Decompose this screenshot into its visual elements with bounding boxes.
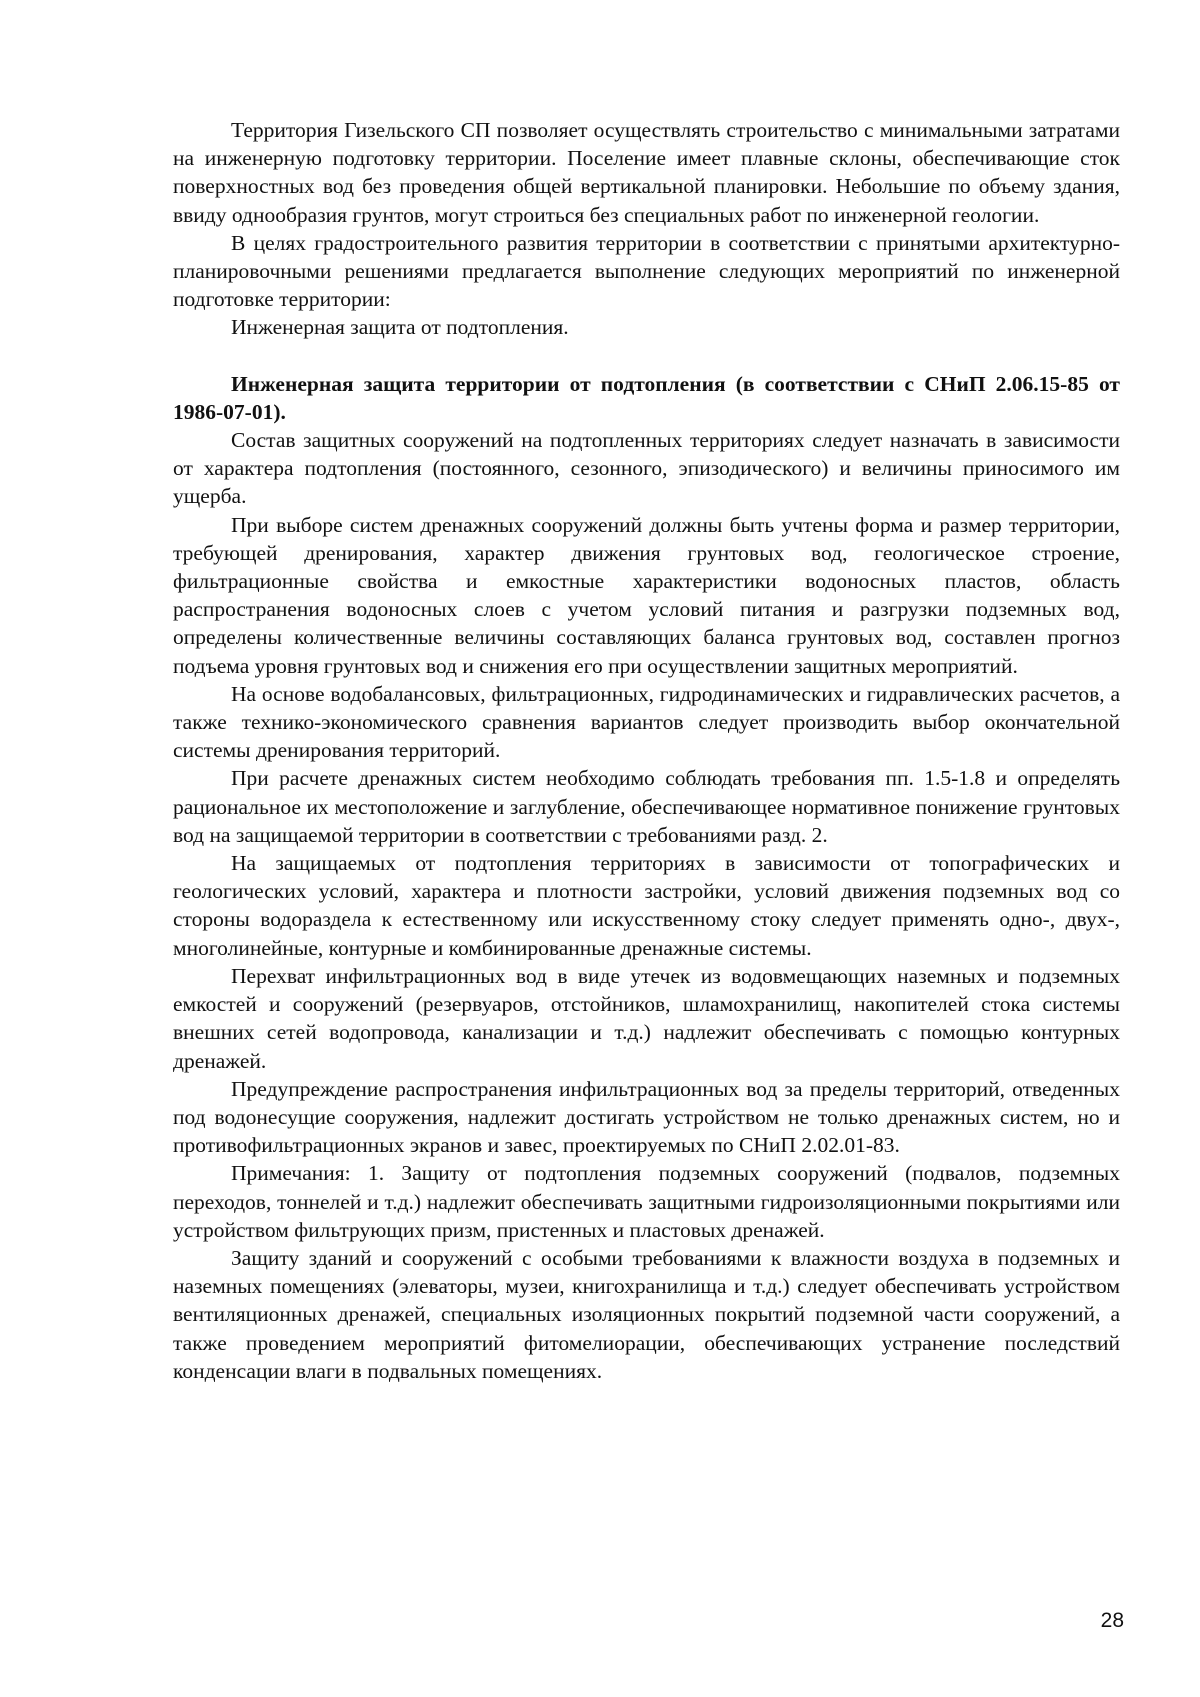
paragraph-drainage-selection: При выборе систем дренажных сооружений должны быть учтены форма и размер территории, требующей дренирования, характер движения грунтовых вод, геологическое строение, фильтрационные свойства и емкостные характеристики водоносных пластов, область распространения водоносных слоев с учетом условий питания и разгрузки подземных вод, определены количественные величины составляющих баланса грунтовых вод, составлен прогноз подъема уровня грунтовых вод и снижения его при осуществлении защитных мероприятий. bbox=[173, 512, 1120, 678]
paragraph-development-goals: В целях градостроительного развития территории в соответствии с принятыми архитектурно-планировочными решениями предлагается выполнение следующих мероприятий по инженерной подготовке территории: bbox=[173, 230, 1120, 312]
document-body bbox=[173, 116, 1120, 1385]
paragraph-drainage-systems: На защищаемых от подтопления территориях в зависимости от топографических и геологических условий, характера и плотности застройки, условий движения подземных вод со стороны водораздела к естественному или искусственному стоку следует применять одно-, двух-, многолинейные, контурные и комбинированные дренажные системы. bbox=[173, 851, 1120, 960]
paragraph-territory-overview: Территория Гизельского СП позволяет осуществлять строительство с минимальными затратами на инженерную подготовку территории. Поселение имеет плавные склоны, обеспечивающие сток поверхностных вод без проведения общей вертикальной планировки. Небольшие по объему здания, ввиду однообразия грунтов, могут строиться без специальных работ по инженерной геологии. bbox=[173, 118, 1120, 227]
paragraph-protective-structures: Состав защитных сооружений на подтопленных территориях следует назначать в зависимости от характера подтопления (постоянного, сезонного, эпизодического) и величины приносимого им ущерба. bbox=[173, 428, 1120, 509]
paragraph-notes: Примечания: 1. Защиту от подтопления подземных сооружений (подвалов, подземных переходов, тоннелей и т.д.) надлежит обеспечивать защитными гидроизоляционными покрытиями или устройством фильтрующих призм, пристенных и пластовых дренажей. bbox=[173, 1161, 1120, 1242]
section-heading: Инженерная защита территории от подтопления (в соответствии с СНиП 2.06.15-85 от 1986-07-01). bbox=[173, 371, 1120, 424]
paragraph-humidity-protection: Защиту зданий и сооружений с особыми требованиями к влажности воздуха в подземных и наземных помещениях (элеваторы, музеи, книгохранилища и т.д.) следует обеспечивать устройством вентиляционных дренажей, специальных изоляционных покрытий подземной части сооружений, а также проведением мероприятий фитомелиорации, обеспечивающих устранение последствий конденсации влаги в подвальных помещениях. bbox=[173, 1245, 1120, 1383]
paragraph-infiltration-prevention: Предупреждение распространения инфильтрационных вод за пределы территорий, отведенных под водонесущие сооружения, надлежит достигать устройством не только дренажных систем, но и противофильтрационных экранов и завес, проектируемых по СНиП 2.02.01-83. bbox=[173, 1076, 1120, 1158]
paragraph-drainage-requirements: При расчете дренажных систем необходимо соблюдать требования пп. 1.5-1.8 и определять рациональное их местоположение и заглубление, обеспечивающее нормативное понижение грунтовых вод на защищаемой территории в соответствии с требованиями разд. 2. bbox=[173, 766, 1120, 847]
page-number: 28 bbox=[1100, 1609, 1124, 1632]
paragraph-calculations: На основе водобалансовых, фильтрационных, гидродинамических и гидравлических расчетов, а также технико-экономического сравнения вариантов следует производить выбор окончательной системы дренирования территорий. bbox=[173, 681, 1120, 763]
paragraph-infiltration-interception: Перехват инфильтрационных вод в виде утечек из водовмещающих наземных и подземных емкостей и сооружений (резервуаров, отстойников, шламохранилищ, накопителей стока системы внешних сетей водопровода, канализации и т.д.) надлежит обеспечивать с помощью контурных дренажей. bbox=[173, 963, 1120, 1073]
paragraph-flood-protection-item: Инженерная защита от подтопления. bbox=[231, 315, 569, 340]
